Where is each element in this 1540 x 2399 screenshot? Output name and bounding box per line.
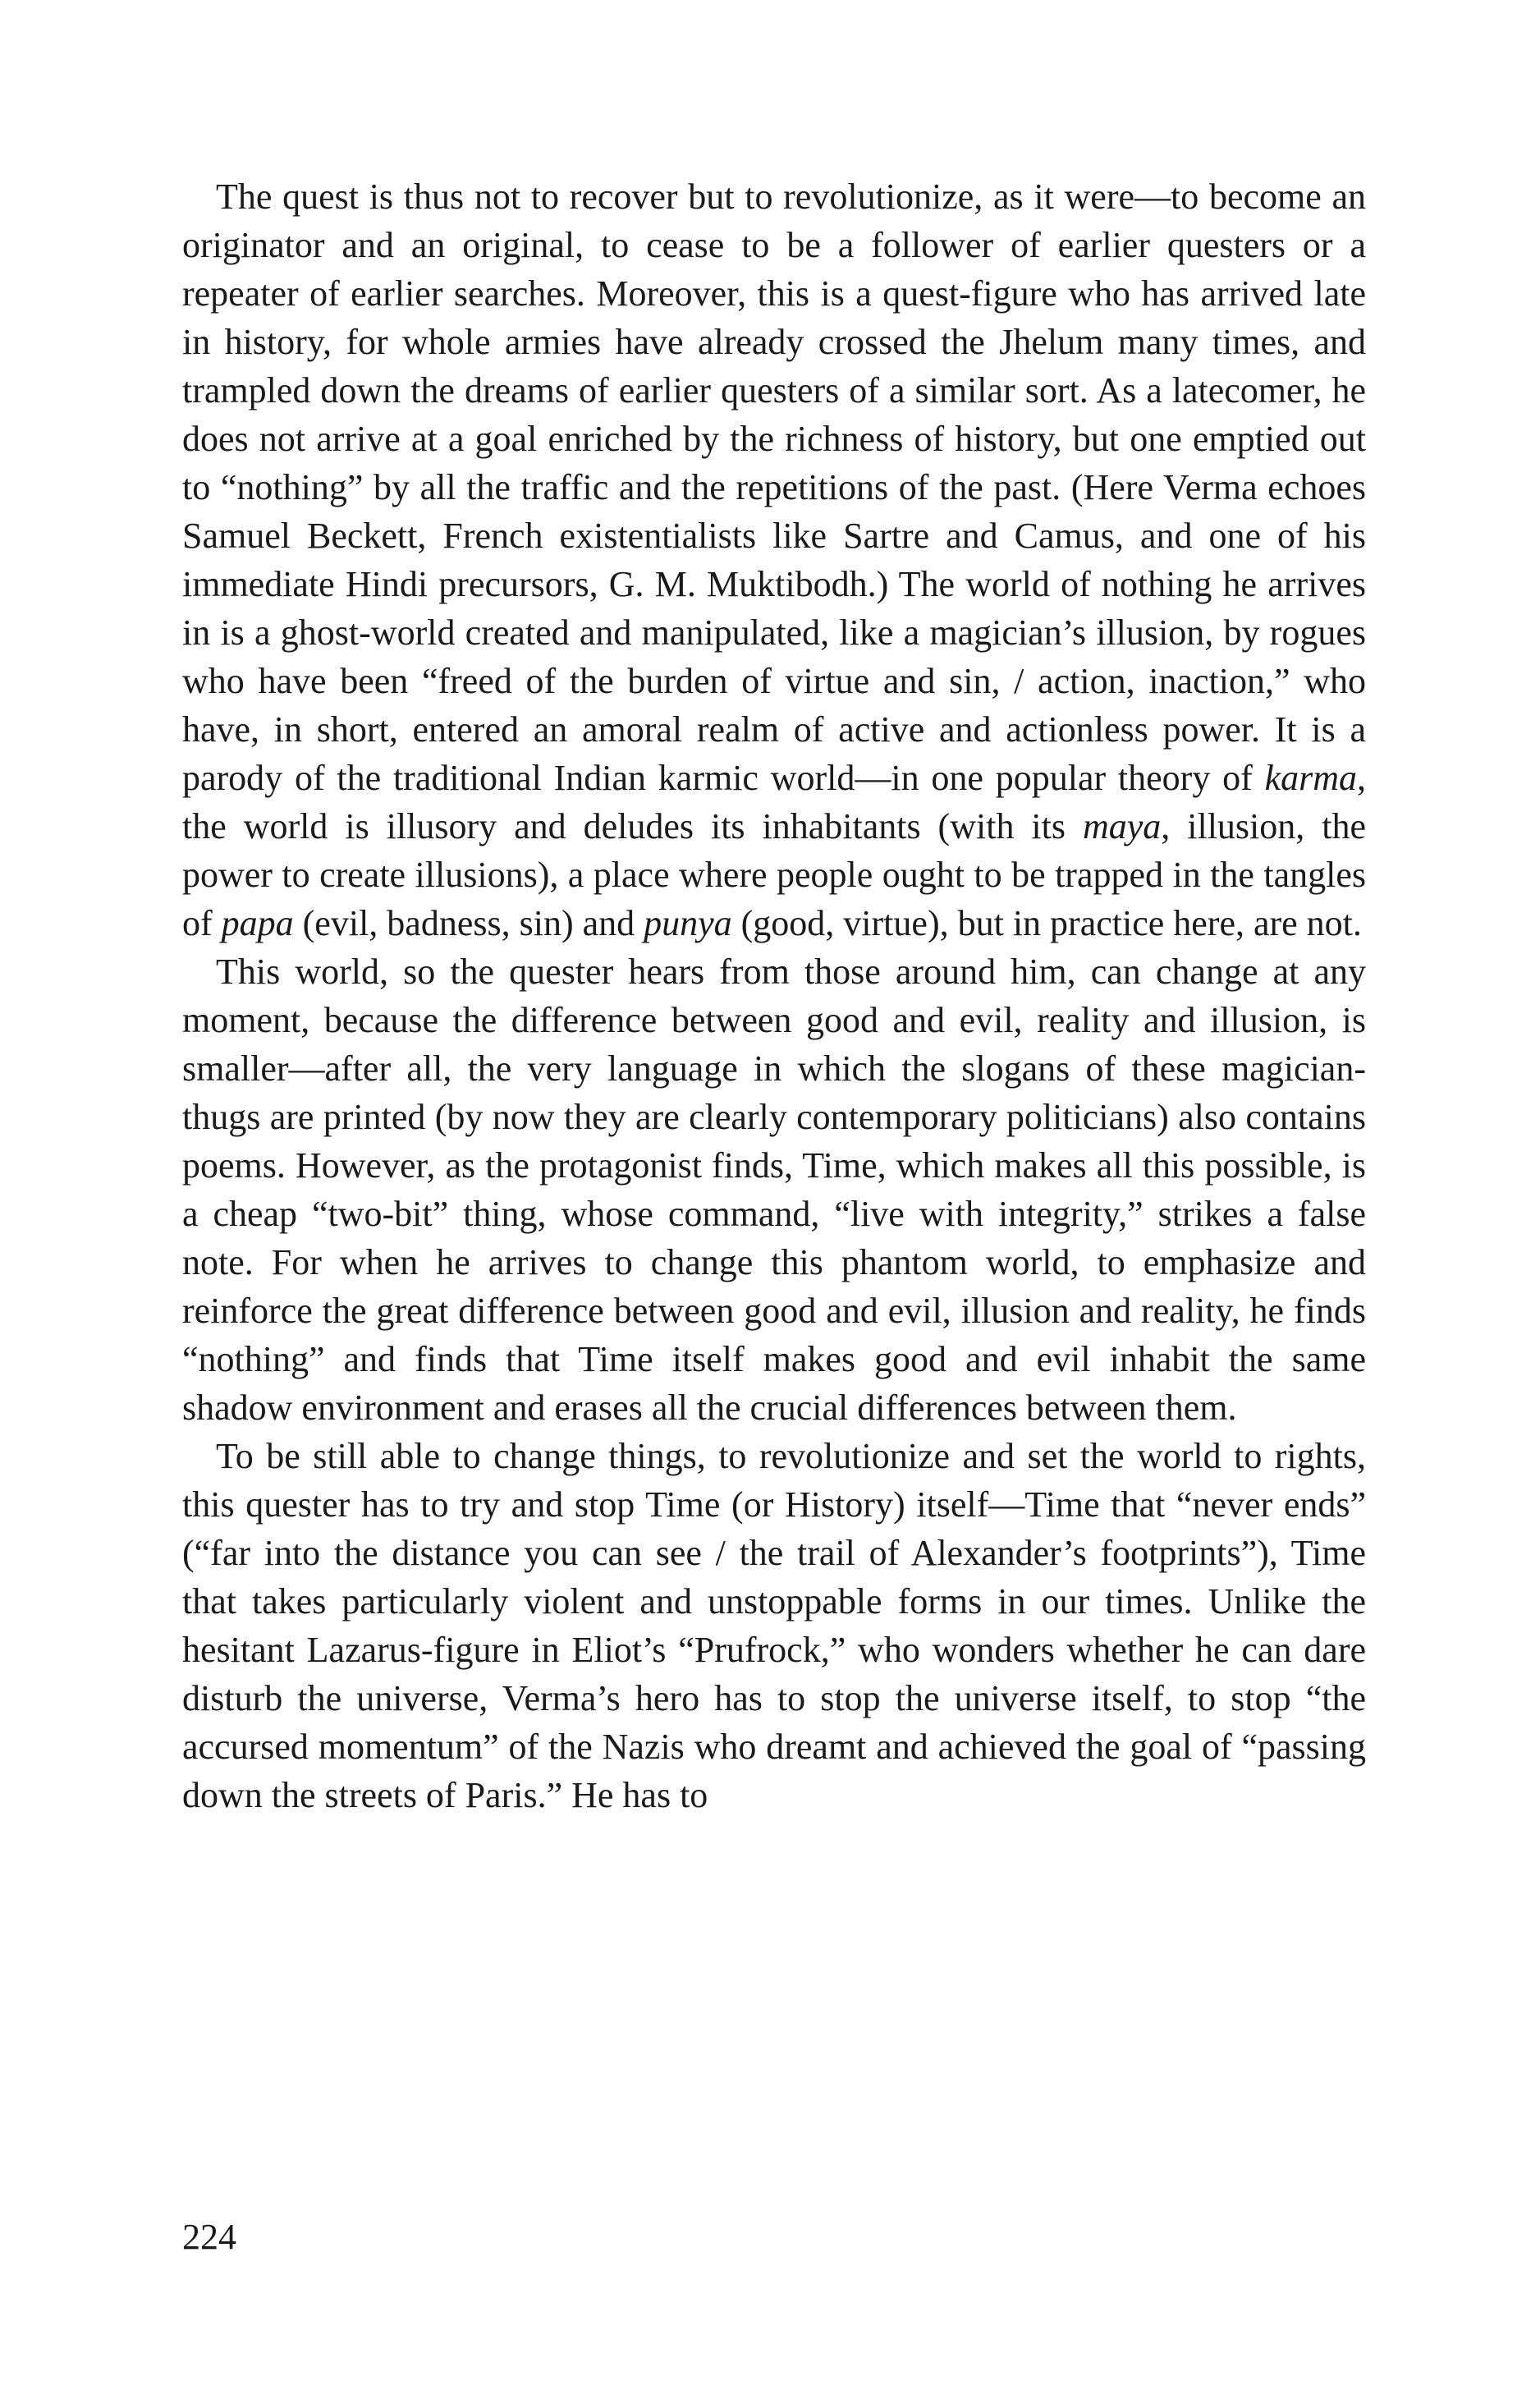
paragraph-1 [182,172,1366,947]
italic-term: karma [1264,758,1357,798]
text-run: (good, virtue), but in practice here, are not. [731,903,1362,943]
text-run: , illusion, the power to create illusions), a place where people ought to be trapped in the tangles of [182,806,1366,943]
text-run: This world, so the quester hears from those around him, can change at any moment, because the difference between good and evil, reality and illusion, is smaller—after all, the very language in which the slogans of these magician-thugs are printed (by now they are clearly contemporary politicians) also contains poems. However, as the protagonist finds, Time, which makes all this possible, is a cheap “two-bit” thing, whose command, “live with integrity,” strikes a false note. For when he arrives to change this phantom world, to emphasize and reinforce the great difference between good and evil, illusion and reality, he finds “nothing” and finds that Time itself makes good and evil inhabit the same shadow environment and erases all the crucial differences between them. [182,952,1366,1428]
body-text [182,172,1366,1819]
italic-term: punya [644,903,732,943]
italic-term: maya [1082,806,1162,846]
text-run: , the world is illusory and deludes its inhabitants (with its [182,758,1366,846]
text-run: (evil, badness, sin) and [293,903,644,943]
paragraph-3 [182,1432,1366,1819]
page-number: 224 [182,2217,236,2257]
text-run: To be still able to change things, to revolutionize and set the world to rights, this quester has to try and stop Time (or History) itself—Time that “never ends” (“far into the distance you can see / the trail of Alexander’s footprints”), Time that takes particularly violent and unstoppable forms in our times. Unlike the hesitant Lazarus-figure in Eliot’s “Prufrock,” who wonders whether he can dare disturb the universe, Verma’s hero has to stop the universe itself, to stop “the accursed momentum” of the Nazis who dreamt and achieved the goal of “passing down the streets of Paris.” He has to [182,1436,1366,1815]
italic-term: papa [221,903,294,943]
paragraph-2 [182,947,1366,1432]
text-run: The quest is thus not to recover but to revolutionize, as it were—to become an originator and an original, to cease to be a follower of earlier questers or a repeater of earlier searches. Moreover, this is a quest-figure who has arrived late in history, for whole armies have already crossed the Jhelum many times, and trampled down the dreams of earlier questers of a similar sort. As a latecomer, he does not arrive at a goal enriched by the richness of history, but one emptied out to “nothing” by all the traffic and the repetitions of the past. (Here Verma echoes Samuel Beckett, French existentialists like Sartre and Camus, and one of his immediate Hindi precursors, G. M. Muktibodh.) The world of nothing he arrives in is a ghost-world created and manipulated, like a magician’s illusion, by rogues who have been “freed of the burden of virtue and sin, / action, inaction,” who have, in short, entered an amoral realm of active and actionless power. It is a parody of the traditional Indian karmic world—in one popular theory of [182,177,1366,798]
